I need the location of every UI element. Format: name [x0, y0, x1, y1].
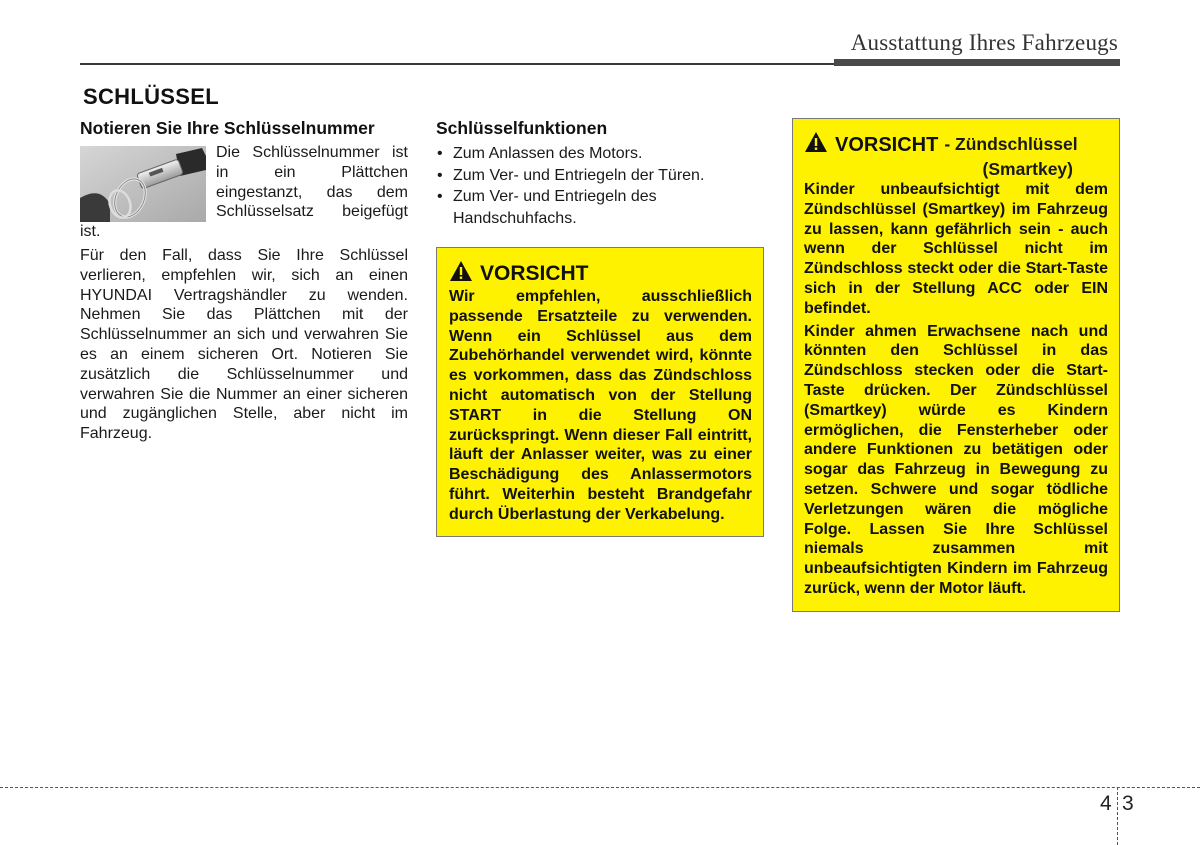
page-number: 3: [1122, 792, 1134, 815]
caution-title: VORSICHT: [835, 133, 939, 156]
list-item: • Zum Ver- und Entriegeln der Türen.: [436, 165, 764, 187]
caution-title: VORSICHT: [480, 261, 589, 285]
key-number-heading: Notieren Sie Ihre Schlüsselnummer: [80, 118, 375, 138]
caution-text: Kinder unbeaufsichtigt mit dem Zündschlüssel (Smartkey) im Fahrzeug zu lassen, kann gefährlich sein - auch wenn der Schlüssel nicht im Zündschloss steckt oder die Start-Taste sich in der Stellung ACC oder EIN befindet.: [804, 181, 1108, 317]
caution-text: Wir empfehlen, ausschließlich passende Ersatzteile zu verwenden. Wenn ein Schlüssel aus dem Zubehörhandel verwendet wird, könnte es vorkommen, dass das Zündschloss nicht automatisch von der Stellung START in die Stellung ON zurückspringt. Wenn dieser Fall eintritt, läuft der Anlasser weiter, was zu einer Beschädigung des Anlassermotors führt. Weiterhin besteht Brandgefahr durch Überlastung der Verkabelung.: [449, 288, 752, 523]
key-functions-heading: Schlüsselfunktionen: [436, 118, 608, 138]
warning-triangle-icon: [804, 131, 828, 158]
key-number-block: [80, 143, 408, 242]
caution-box-spare-parts: [436, 247, 764, 537]
key-functions-list: [436, 143, 764, 229]
caution-subtitle-continued: (Smartkey): [982, 159, 1073, 179]
caution-header: [449, 260, 752, 287]
chapter-number: 4: [1100, 792, 1112, 815]
caution-text: Kinder ahmen Erwachsene nach und könnten den Schlüssel in das Zündschloss stecken oder die Start-Taste drücken. Der Zündschlüssel (Smartkey) würde es Kindern ermöglichen, die Fensterheber oder andere Funktionen zu betätigen oder sogar das Fahrzeug in Bewegung zu setzen. Schwere und sogar tödliche Verletzungen wären die mögliche Folge. Lassen Sie Ihre Schlüssel niemals zusammen mit unbeaufsichtigten Kindern im Fahrzeug zurück, wenn der Motor läuft.: [804, 322, 1108, 597]
section-title: SCHLÜSSEL: [83, 84, 219, 109]
warning-triangle-icon: [449, 260, 473, 287]
column-smartkey-caution: [792, 118, 1120, 612]
header-rule-accent: [834, 59, 1120, 66]
key-number-caption: Die Schlüsselnummer ist in ein Plättchen eingestanzt, das dem Schlüsselsatz beigefügt ist.: [80, 144, 408, 241]
list-item: • Zum Anlassen des Motors.: [436, 143, 764, 165]
caution-subtitle: - Zündschlüssel: [944, 134, 1078, 154]
caution-header: [804, 131, 1108, 158]
key-tag-image: [80, 146, 206, 222]
key-tag-illustration: [80, 146, 206, 222]
footer-page-divider: [1117, 787, 1118, 845]
column-key-functions: [436, 118, 764, 537]
header-title: Ausstattung Ihres Fahrzeugs: [850, 30, 1118, 55]
column-key-number: [80, 118, 408, 444]
footer-divider: [0, 787, 1200, 788]
list-item: • Zum Ver- und Entriegeln des Handschuhfachs.: [436, 186, 764, 229]
key-number-paragraph: Für den Fall, dass Sie Ihre Schlüssel verlieren, empfehlen wir, sich an einen HYUNDAI Vertragshändler zu wenden. Nehmen Sie das Plättchen mit der Schlüsselnummer an sich und verwahren Sie es an einem sicheren Ort. Notieren Sie zusätzlich die Schlüsselnummer und verwahren Sie die Nummer an einer sicheren und zugänglichen Stelle, aber nicht im Fahrzeug.: [80, 246, 408, 443]
caution-box-smartkey: [792, 118, 1120, 612]
